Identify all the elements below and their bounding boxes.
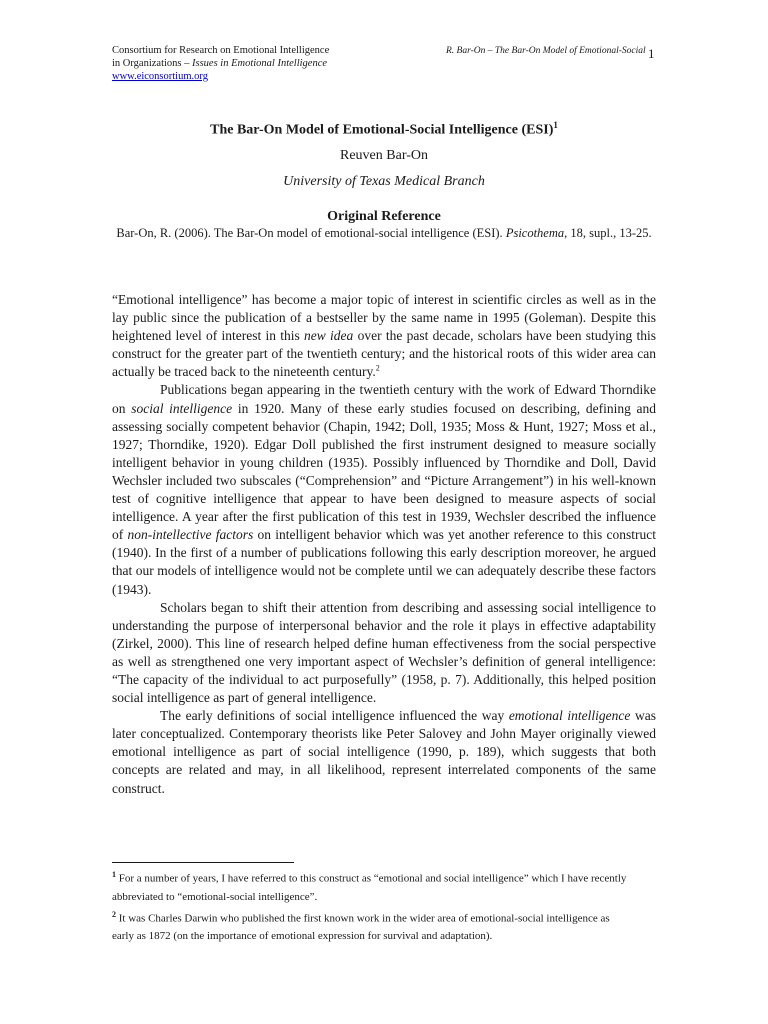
citation-suffix: , 18, supl., 13-25. bbox=[564, 226, 652, 240]
p4-italic: emotional intelligence bbox=[508, 708, 631, 724]
paper-title bbox=[0, 120, 768, 139]
p2-text-c: on intelligent behavior which was yet another reference to this construct (1940). In the first of a number of publications following this early description moreover, he argued that our models of intelligence would not be complete until we can adequately describe these factors (1943). bbox=[112, 527, 657, 597]
paragraph-1 bbox=[112, 291, 656, 381]
paragraph-2 bbox=[112, 381, 656, 598]
page-number: 1 bbox=[648, 46, 655, 61]
running-title: R. Bar-On – The Bar-On Model of Emotional-Social bbox=[446, 46, 646, 56]
p2-text-b: in 1920. Many of these early studies focused on describing, defining and assessing socially competent behavior (Chapin, 1942; Doll, 1935; Moss & Hunt, 1927; Moss et al., 1927; Thorndike, 1920). Edgar Doll published the first instrument designed to measure socially intelligent behavior in young children (1935). Possibly influenced by Thorndike and Doll, David Wechsler included two subscales (“Comprehension” and “Picture Arrangement”) in his well-known test of cognitive intelligence that appear to have been designed to measure aspects of social intelligence. A year after the first publication of this test in 1939, Wechsler described the influence of bbox=[112, 400, 657, 543]
header-series-title: Issues in Emotional Intelligence bbox=[192, 58, 328, 69]
p2-italic-1: social intelligence bbox=[131, 400, 233, 416]
footnote-2-text: It was Charles Darwin who published the first known work in the wider area of emotional-social intelligence as early as 1872 (on the importance of emotional expression for survival and adaptation). bbox=[112, 912, 610, 943]
p1-italic: new idea bbox=[304, 328, 354, 344]
paragraph-3: Scholars began to shift their attention from describing and assessing social intelligence to understanding the purpose of interpersonal behavior and the role it plays in effective adaptability (Zirkel, 2000). This line of research helped define human effectiveness from the social perspective as well as strengthened one very important aspect of Wechsler’s definition of general intelligence: “The capacity of the individual to act purposefully” (1958, p. 7). Additionally, this helped position social intelligence as part of general intelligence. bbox=[112, 599, 656, 706]
citation-prefix: Bar-On, R. (2006). The Bar-On model of emotional-social intelligence (ESI). bbox=[116, 226, 506, 240]
footnote-1-text: For a number of years, I have referred to this construct as “emotional and social intelligence” which I have recently abbreviated to “emotional-social intelligence”. bbox=[112, 872, 627, 903]
p2-text-a: Publications began appearing in the twentieth century with the work of Edward Thorndike on bbox=[112, 382, 656, 416]
author: Reuven Bar-On bbox=[340, 148, 428, 163]
footnote-1 bbox=[112, 866, 632, 906]
reference-citation bbox=[0, 226, 768, 241]
p4-text-b: was later conceptualized. Contemporary theorists like Peter Salovey and John Mayer originally viewed emotional intelligence as part of social intelligence (1990, p. 189), which suggests that both concepts are related and may, in all likelihood, represent interrelated components of the same construct. bbox=[112, 708, 656, 796]
p4-text-a: The early definitions of social intelligence influenced the way bbox=[160, 708, 509, 724]
reference-heading: Original Reference bbox=[327, 209, 441, 224]
running-header-left bbox=[112, 44, 329, 83]
footnote-divider bbox=[112, 862, 294, 863]
header-series-prefix: in Organizations – bbox=[112, 58, 193, 69]
p2-italic-2: non-intellective factors bbox=[127, 527, 254, 543]
p1-text-b: over the past decade, scholars have been studying this construct for the greater part of the twentieth century; and the historical roots of this wider area can actually be traced back to the nineteenth century. bbox=[112, 328, 656, 380]
paragraph-4 bbox=[112, 707, 656, 797]
footnote-2 bbox=[112, 906, 632, 946]
header-series bbox=[112, 57, 329, 70]
website-link[interactable]: www.eiconsortium.org bbox=[112, 71, 208, 82]
citation-journal: Psicothema bbox=[505, 226, 565, 240]
body-text bbox=[112, 291, 656, 798]
p1-text-a: “Emotional intelligence” has become a major topic of interest in scientific circles as well as in the lay public since the publication of a bestseller by the same name in 1995 (Goleman). Despite this heightened level of interest in this bbox=[112, 292, 656, 344]
footnote-2-mark: 2 bbox=[112, 909, 116, 919]
affiliation: University of Texas Medical Branch bbox=[283, 174, 485, 189]
footnotes bbox=[112, 866, 632, 945]
footnote-ref-2: 2 bbox=[375, 363, 380, 373]
footnote-1-mark: 1 bbox=[112, 870, 116, 879]
title-footnote-mark: 1 bbox=[553, 120, 558, 130]
header-organization: Consortium for Research on Emotional Intelligence bbox=[112, 45, 330, 56]
paper-title-text: The Bar-On Model of Emotional-Social Intelligence (ESI) bbox=[210, 122, 554, 138]
